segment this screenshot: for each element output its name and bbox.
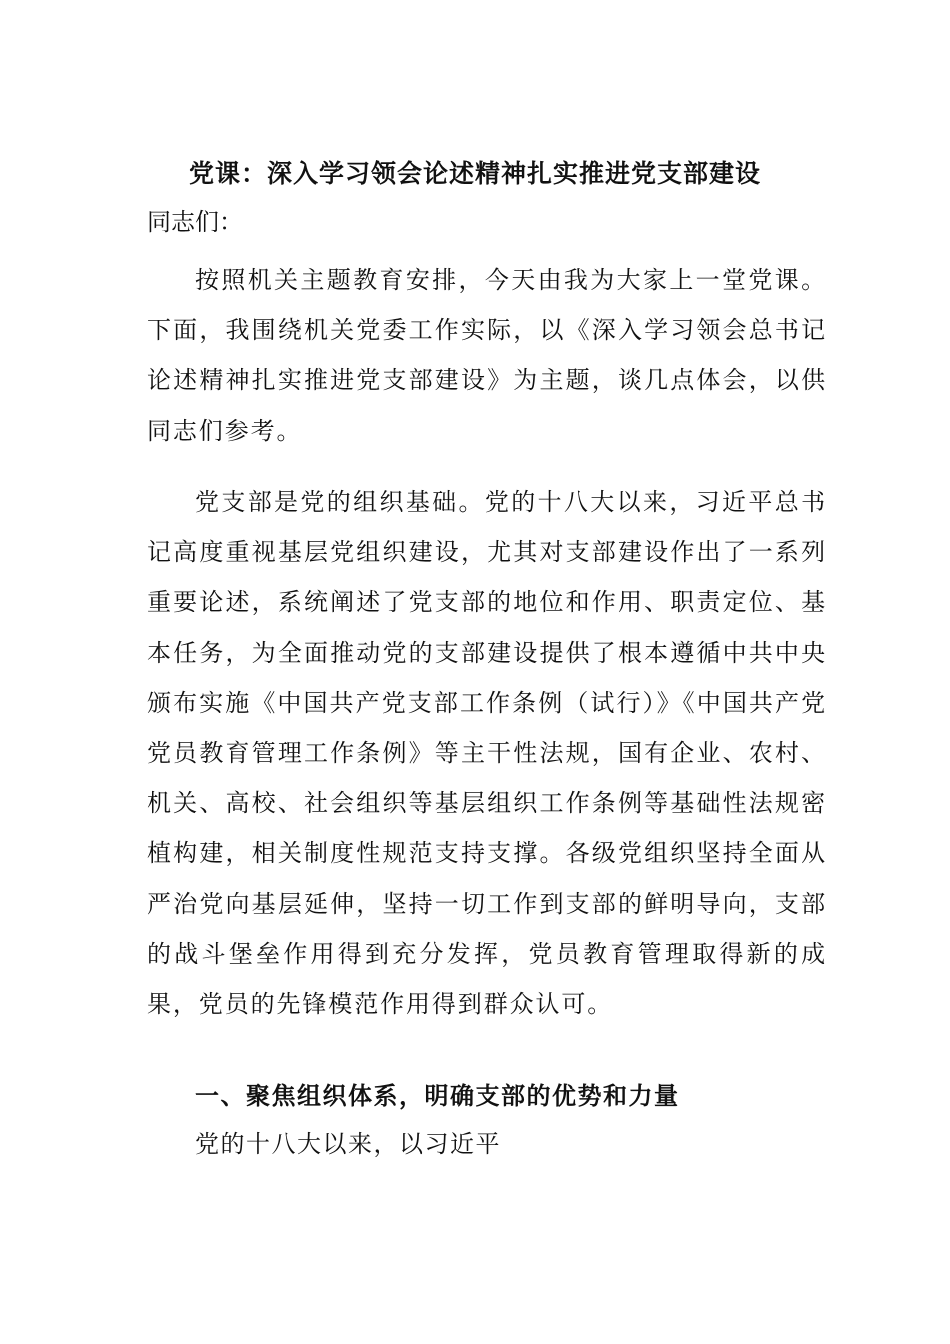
paragraph-background: 党支部是党的组织基础。党的十八大以来，习近平总书记高度重视基层党组织建设，尤其对支部建设作出了一系列重要论述，系统阐述了党支部的地位和作用、职责定位、基本任务，为全面推动党的支部建设提供了根本遵循中共中央颁布实施《中国共产党支部工作条例（试行）》《中国共产党党员教育管理工作条例》等主干性法规，国有企业、农村、机关、高校、社会组织等基层组织工作条例等基础性法规密植构建，相关制度性规范支持支撑。各级党组织坚持全面从严治党向基层延伸，坚持一切工作到支部的鲜明导向，支部的战斗堡垒作用得到充分发挥，党员教育管理取得新的成果，党员的先锋模范作用得到群众认可。 — [147, 488, 827, 1019]
paragraph-intro: 按照机关主题教育安排，今天由我为大家上一堂党课。下面，我围绕机关党委工作实际，以《深入学习领会总书记论述精神扎实推进党支部建设》为主题，谈几点体会，以供同志们参考。 — [147, 266, 827, 445]
document-title: 党课：深入学习领会论述精神扎实推进党支部建设 — [188, 159, 761, 188]
section-paragraph-1: 党的十八大以来，以习近平 — [195, 1130, 501, 1158]
section-heading-1: 一、聚焦组织体系，明确支部的优势和力量 — [195, 1081, 680, 1110]
salutation: 同志们： — [147, 208, 243, 236]
